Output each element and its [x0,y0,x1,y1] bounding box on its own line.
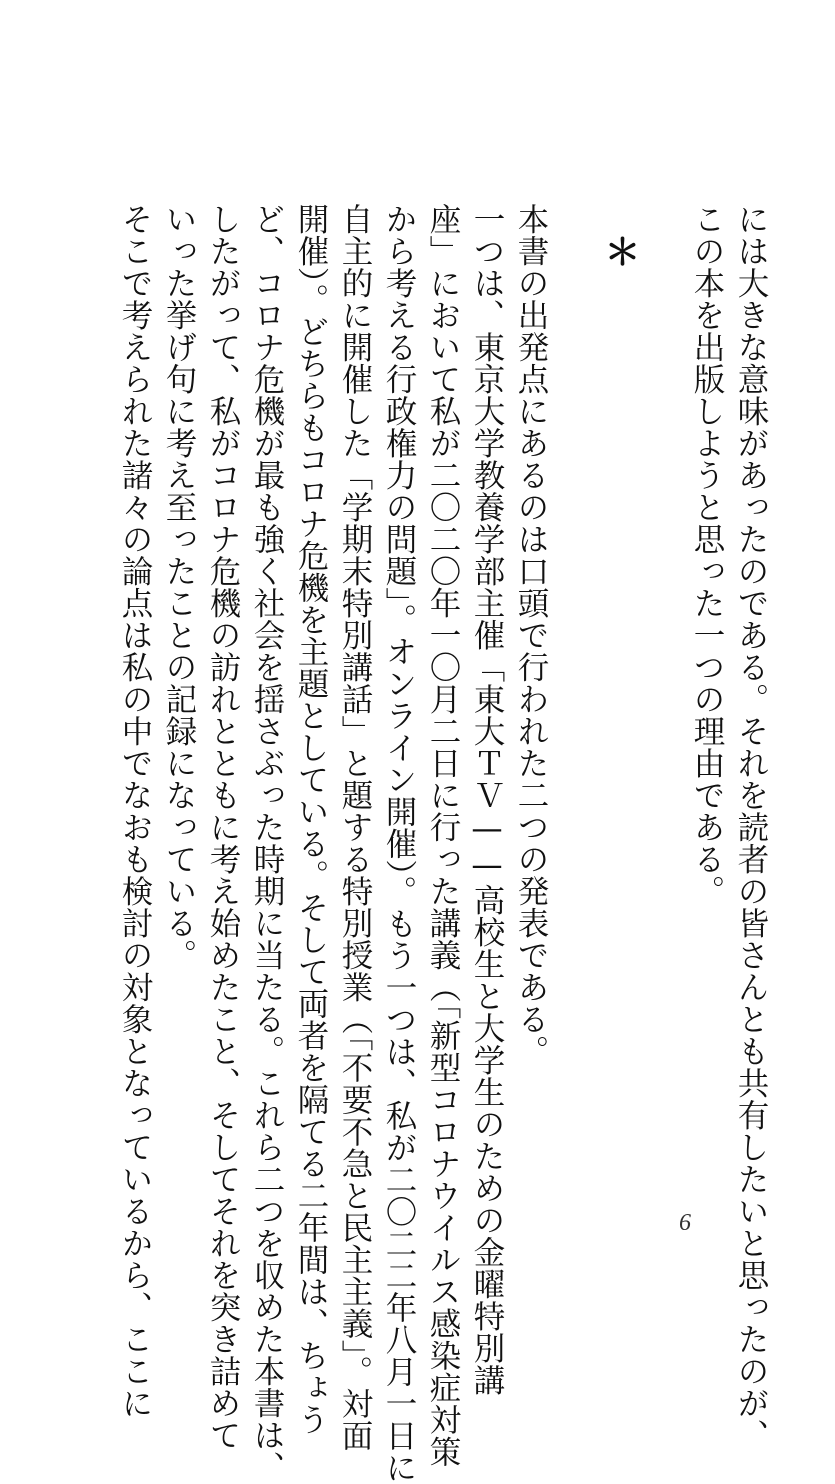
text-line: 本書の出発点にあるのは口頭で行われた二つの発表である。 [513,203,549,1067]
body-text [113,203,773,1484]
page-number: 6 [679,1210,691,1236]
text-line: には大きな意味があったのである。それを読者の皆さんとも共有したいと思ったのが、 [733,203,769,1451]
text-line: そこで考えられた諸々の論点は私の中でなおも検討の対象となっているから、ここに [117,203,153,1419]
text-line: から考える行政権力の問題」。オンライン開催）。もう一つは、私が二〇二二年八月一日に [381,203,417,1484]
text-line: 自主的に開催した「学期末特別講話」と題する特別授業（「不要不急と民主主義」。対面 [337,203,373,1452]
section-separator-asterisk: ＊ [599,233,640,270]
text-line: 一つは、東京大学教養学部主催「東大ＴＶ——高校生と大学生のための金曜特別講 [469,203,505,1396]
text-line: この本を出版しようと思った一つの理由である。 [689,203,725,907]
text-line: 座」において私が二〇二〇年一〇月二日に行った講義（「新型コロナウイルス感染症対策 [425,203,461,1468]
text-line: ど、コロナ危機が最も強く社会を揺さぶった時期に当たる。これら二つを収めた本書は、 [249,203,285,1483]
text-line: 開催）。どちらもコロナ危機を主題としている。そして両者を隔てる二年間は、ちょう [293,203,329,1436]
text-line: したがって、私がコロナ危機の訪れとともに考え始めたこと、そしてそれを突き詰めて [205,203,241,1451]
text-line: いった挙げ句に考え至ったことの記録になっている。 [161,203,197,971]
